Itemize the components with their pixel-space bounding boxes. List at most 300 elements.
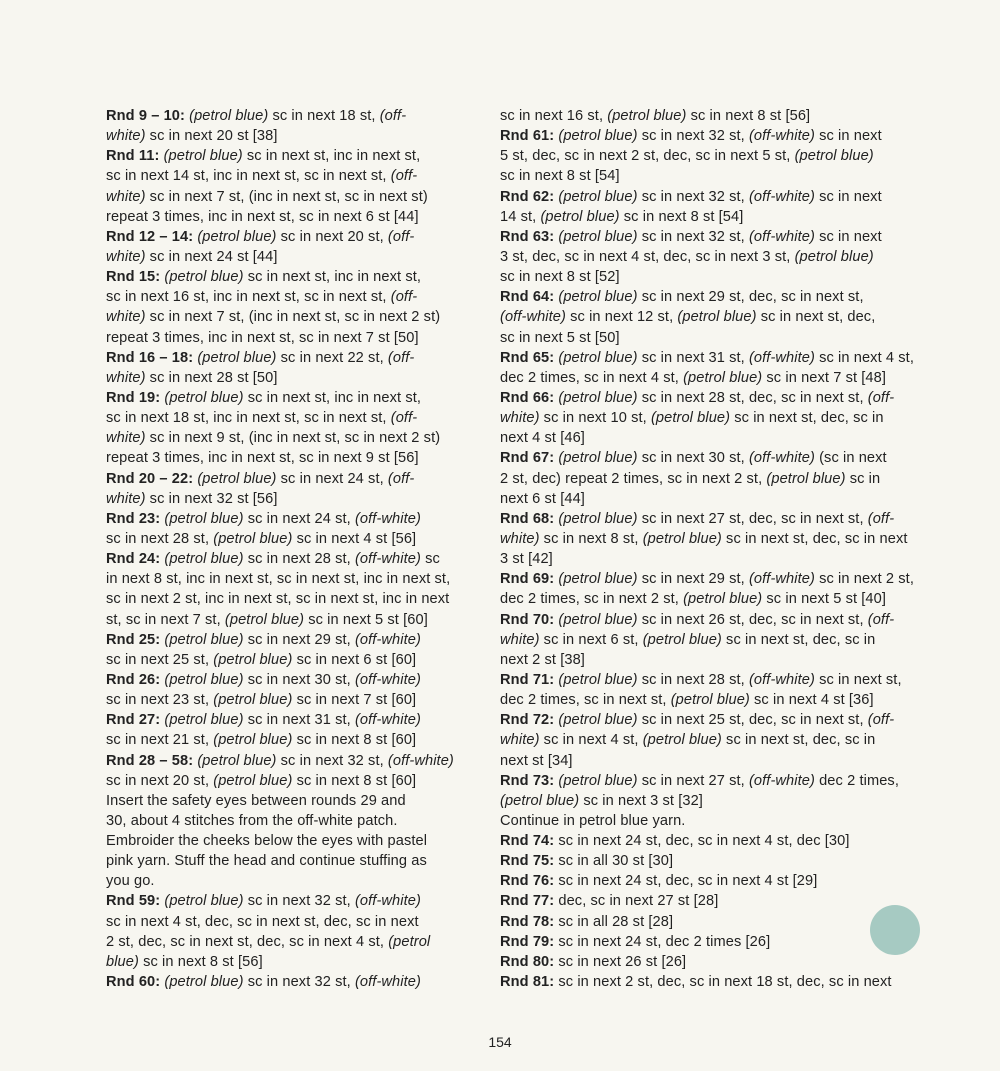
instruction-text: dec 2 times, sc in next st, [500, 692, 671, 709]
color-note: (petrol blue) [558, 349, 638, 366]
instruction-text: 3 st, dec, sc in next 4 st, dec, sc in next 3 st, [500, 248, 795, 265]
text-line [500, 227, 950, 247]
instruction-text: repeat 3 times, inc in next st, sc in next 9 st [56] [106, 450, 419, 467]
instruction-text: sc in next 28 st, [637, 671, 749, 688]
instruction-text: 5 st, dec, sc in next 2 st, dec, sc in next 5 st, [500, 148, 795, 165]
round-label: Rnd 26: [106, 671, 165, 688]
color-note: (petrol blue) [677, 309, 757, 326]
color-note: (off-white) [748, 571, 815, 588]
color-note: white) [106, 248, 146, 265]
instruction-text: sc in next 28 st, [243, 551, 355, 568]
color-note: (off-white) [748, 228, 815, 245]
text-line [500, 791, 950, 811]
color-note: white) [106, 188, 146, 205]
color-note: (off-white) [354, 551, 421, 568]
round-label: Rnd 71: [500, 671, 559, 688]
text-line [500, 650, 950, 670]
color-note: (petrol blue) [540, 208, 620, 225]
instruction-text: sc in next 26 st [26] [558, 953, 687, 970]
round-label: Rnd 65: [500, 349, 559, 366]
instruction-text: 3 st [42] [500, 551, 553, 568]
color-note: white) [106, 490, 146, 507]
instruction-text: sc in all 30 st [30] [558, 853, 674, 870]
text-line [500, 166, 950, 186]
text-line [500, 106, 950, 126]
color-note: (off-white) [354, 712, 421, 729]
color-note: (petrol blue) [197, 349, 277, 366]
color-note: (petrol blue) [164, 269, 244, 286]
round-label: Rnd 75: [500, 853, 559, 870]
instruction-text: sc in next 4 st, [539, 732, 643, 749]
text-line [106, 569, 486, 589]
round-label: Rnd 23: [106, 510, 165, 527]
text-line [106, 146, 486, 166]
color-note: (off- [387, 228, 415, 245]
text-line [500, 811, 950, 831]
instruction-text: sc in next st, dec, sc in [721, 631, 876, 648]
text-line [500, 952, 950, 972]
instruction-text: sc in next [814, 188, 882, 205]
text-line [106, 166, 486, 186]
color-note: (petrol blue) [164, 893, 244, 910]
text-line [500, 972, 950, 992]
color-note: (off-white) [354, 974, 421, 991]
text-line [106, 771, 486, 791]
color-note: (petrol blue) [558, 611, 638, 628]
color-note: (petrol blue) [558, 510, 638, 527]
color-note: (off- [867, 510, 895, 527]
instruction-text: sc in next 23 st, [106, 692, 214, 709]
instruction-text: sc in next 25 st, [106, 651, 214, 668]
text-line [106, 952, 486, 972]
text-line [106, 428, 486, 448]
color-note: (off- [867, 712, 895, 729]
color-note: (off- [387, 349, 415, 366]
round-label: Rnd 60: [106, 974, 165, 991]
instruction-text: sc in next 29 st, dec, sc in next st, [637, 289, 864, 306]
instruction-text: sc in next 32 st, [637, 188, 749, 205]
color-note: white) [500, 631, 540, 648]
text-line [500, 247, 950, 267]
color-note: (petrol blue) [558, 389, 638, 406]
instruction-text: sc in next st, inc in next st, [243, 389, 422, 406]
text-line [500, 187, 950, 207]
color-note: (petrol blue) [213, 530, 293, 547]
round-label: Rnd 80: [500, 953, 559, 970]
instruction-text: sc in next 5 st [60] [304, 611, 428, 628]
text-line [500, 368, 950, 388]
text-line [106, 549, 486, 569]
instruction-text: sc in next 29 st, [243, 631, 355, 648]
instruction-text: sc in next 6 st [60] [292, 651, 417, 668]
instruction-text: sc in next st, dec, [756, 309, 876, 326]
instruction-text: sc in next 8 st [60] [292, 772, 417, 789]
text-line [106, 791, 486, 811]
instruction-text: sc in next st, dec, sc in [730, 410, 884, 427]
text-line [106, 751, 486, 771]
instruction-text: sc in next 2 st, dec, sc in next 18 st, dec, sc in next [558, 974, 892, 991]
color-note: (off-white) [748, 349, 815, 366]
color-note: (off-white) [748, 128, 815, 145]
instruction-text: sc in next st, dec, sc in [721, 732, 876, 749]
instruction-text: sc in next 16 st, inc in next st, sc in next st, [106, 289, 391, 306]
instruction-text: sc in [845, 470, 881, 487]
instruction-text: sc in next st, dec, sc in next [721, 530, 908, 547]
instruction-text: sc in next 21 st, [106, 732, 214, 749]
page-number: 154 [488, 1034, 512, 1050]
instruction-text: dec 2 times, [814, 772, 899, 789]
round-label: Rnd 74: [500, 833, 559, 850]
round-label: Rnd 9 – 10: [106, 108, 190, 124]
left-column [106, 106, 486, 992]
round-label: Rnd 79: [500, 933, 559, 950]
text-line [500, 751, 950, 771]
color-note: white) [500, 732, 540, 749]
color-note: (off-white) [354, 631, 421, 648]
round-label: Rnd 64: [500, 289, 559, 306]
text-line [106, 529, 486, 549]
text-line [500, 851, 950, 871]
instruction-text: sc in next 2 st, [814, 571, 914, 588]
text-line [500, 428, 950, 448]
instruction-text: 14 st, [500, 208, 541, 225]
decorative-circle [870, 905, 920, 955]
text-line [106, 307, 486, 327]
round-label: Rnd 59: [106, 893, 165, 910]
color-note: (petrol blue) [558, 450, 638, 467]
color-note: (petrol blue) [794, 148, 874, 165]
instruction-text: sc in next 32 st, [637, 128, 749, 145]
instruction-text: sc in next 8 st [56] [686, 108, 811, 124]
instruction-text: you go. [106, 873, 155, 890]
text-line [106, 610, 486, 630]
instruction-text: sc in next 12 st, [565, 309, 678, 326]
text-line [106, 227, 486, 247]
round-label: Rnd 63: [500, 228, 559, 245]
instruction-text: sc in next 28 st, dec, sc in next st, [637, 389, 868, 406]
instruction-text: sc in next 31 st, [243, 712, 355, 729]
instruction-text: sc in next 30 st, [637, 450, 749, 467]
instruction-text: sc in next 7 st, (inc in next st, sc in next 2 st) [145, 309, 441, 326]
instruction-text: sc in next 22 st, [276, 349, 388, 366]
color-note: (petrol blue) [213, 772, 293, 789]
instruction-text: sc in next 16 st, [500, 108, 608, 124]
instruction-text: st, sc in next 7 st, [106, 611, 225, 628]
text-line [500, 489, 950, 509]
round-label: Rnd 73: [500, 772, 559, 789]
color-note: (petrol blue) [558, 671, 638, 688]
instruction-text: sc in next 18 st, inc in next st, sc in next st, [106, 410, 391, 427]
color-note: (petrol blue) [164, 712, 244, 729]
instruction-text: Continue in petrol blue yarn. [500, 812, 686, 829]
instruction-text: sc in next 24 st, [243, 510, 355, 527]
instruction-text: dec 2 times, sc in next 2 st, [500, 591, 684, 608]
text-line [106, 287, 486, 307]
text-line [106, 690, 486, 710]
color-note: (petrol blue) [197, 752, 277, 769]
text-line [500, 690, 950, 710]
round-label: Rnd 19: [106, 389, 165, 406]
instruction-text: next 6 st [44] [500, 490, 585, 507]
text-line [500, 307, 950, 327]
color-note: (petrol blue) [683, 591, 763, 608]
text-line [500, 469, 950, 489]
color-note: (off- [867, 611, 895, 628]
instruction-text: sc in next st, [814, 671, 902, 688]
color-note: (petrol blue) [164, 389, 244, 406]
text-line [500, 126, 950, 146]
text-line [500, 730, 950, 750]
text-line [106, 630, 486, 650]
round-label: Rnd 72: [500, 712, 559, 729]
round-label: Rnd 20 – 22: [106, 470, 198, 487]
instruction-text: sc in next 24 st [44] [145, 248, 278, 265]
text-line [106, 710, 486, 730]
text-line [106, 730, 486, 750]
text-line [106, 448, 486, 468]
instruction-text: sc in next 27 st, [637, 772, 749, 789]
round-label: Rnd 70: [500, 611, 559, 628]
color-note: (petrol blue) [558, 712, 638, 729]
color-note: (off- [867, 389, 895, 406]
color-note: (petrol [388, 933, 431, 950]
instruction-text: sc in next 18 st, [268, 108, 380, 124]
color-note: (petrol blue) [224, 611, 305, 628]
round-label: Rnd 62: [500, 188, 559, 205]
instruction-text: sc in next 32 st, [637, 228, 749, 245]
round-label: Rnd 15: [106, 269, 165, 286]
instruction-text: sc in next [814, 128, 882, 145]
round-label: Rnd 24: [106, 551, 165, 568]
color-note: (petrol blue) [213, 692, 293, 709]
color-note: (off-white) [354, 893, 421, 910]
text-line [500, 549, 950, 569]
text-line [106, 811, 486, 831]
instruction-text: sc in next 24 st, dec, sc in next 4 st, dec [30] [558, 833, 850, 850]
instruction-text: sc in next 4 st, dec, sc in next st, dec, sc in next [106, 913, 419, 930]
instruction-text: sc in next 31 st, [637, 349, 749, 366]
instruction-text: sc in next 14 st, inc in next st, sc in next st, [106, 168, 391, 185]
instruction-text: sc in next 28 st, [106, 530, 214, 547]
text-line [106, 650, 486, 670]
color-note: white) [106, 430, 146, 447]
color-note: (off-white) [748, 450, 815, 467]
color-note: (petrol blue) [189, 108, 269, 124]
instruction-text: next 4 st [46] [500, 430, 585, 447]
round-label: Rnd 77: [500, 893, 559, 910]
text-line [106, 368, 486, 388]
instruction-text: sc in next 6 st, [539, 631, 643, 648]
instruction-text: Insert the safety eyes between rounds 29 and [106, 792, 406, 809]
round-label: Rnd 78: [500, 913, 559, 930]
color-note: (petrol blue) [164, 510, 244, 527]
instruction-text: sc in next 25 st, dec, sc in next st, [637, 712, 868, 729]
color-note: (petrol blue) [683, 369, 763, 386]
instruction-text: sc in next 8 st [54] [500, 168, 620, 185]
text-line [500, 509, 950, 529]
color-note: (petrol blue) [558, 289, 638, 306]
color-note: (petrol blue) [164, 551, 244, 568]
text-line [106, 106, 486, 126]
color-note: (petrol blue) [642, 631, 722, 648]
text-line [500, 287, 950, 307]
instruction-text: sc in next 4 st, [814, 349, 914, 366]
color-note: (off- [390, 168, 418, 185]
instruction-text: sc in next 32 st [56] [145, 490, 278, 507]
instruction-text: sc in next 7 st [48] [762, 369, 887, 386]
instruction-text: sc in next 20 st, [106, 772, 214, 789]
color-note: (petrol blue) [642, 530, 722, 547]
text-line [500, 710, 950, 730]
instruction-text: sc in next 30 st, [243, 671, 355, 688]
instruction-text: sc in next 32 st, [243, 974, 355, 991]
text-line [106, 589, 486, 609]
instruction-text: sc in next 8 st [60] [292, 732, 417, 749]
instruction-text: in next 8 st, inc in next st, sc in next st, inc in next st, [106, 571, 451, 588]
instruction-text: (sc in next [814, 450, 887, 467]
instruction-text: sc in next 4 st [56] [292, 530, 417, 547]
instruction-text: sc in next 2 st, inc in next st, sc in next st, inc in next [106, 591, 450, 608]
round-label: Rnd 16 – 18: [106, 349, 198, 366]
text-line [106, 388, 486, 408]
instruction-text: pink yarn. Stuff the head and continue stuffing as [106, 853, 427, 870]
color-note: (petrol blue) [197, 228, 277, 245]
text-line [106, 831, 486, 851]
instruction-text: sc in next 4 st [36] [749, 692, 874, 709]
round-label: Rnd 11: [106, 148, 164, 165]
instruction-text: sc in next 7 st, (inc in next st, sc in next st) [145, 188, 428, 205]
text-line [106, 871, 486, 891]
instruction-text: sc [420, 551, 440, 568]
color-note: (off-white) [500, 309, 566, 326]
color-note: (petrol blue) [558, 772, 638, 789]
instruction-text: sc in next 7 st [60] [292, 692, 417, 709]
text-line [500, 348, 950, 368]
color-note: white) [106, 128, 146, 145]
instruction-text: sc in next 24 st, [276, 470, 388, 487]
color-note: (petrol blue) [650, 410, 731, 427]
color-note: (petrol blue) [558, 228, 638, 245]
instruction-text: sc in next 10 st, [539, 410, 651, 427]
instruction-text: sc in next 29 st, [637, 571, 749, 588]
round-label: Rnd 81: [500, 974, 559, 991]
text-line [106, 891, 486, 911]
instruction-text: Embroider the cheeks below the eyes with pastel [106, 833, 428, 850]
text-line [500, 670, 950, 690]
instruction-text: sc in next 28 st [50] [145, 369, 278, 386]
color-note: (petrol blue) [213, 732, 293, 749]
text-line [500, 267, 950, 287]
instruction-text: repeat 3 times, inc in next st, sc in next 6 st [44] [106, 208, 419, 225]
text-line [500, 771, 950, 791]
text-line [106, 851, 486, 871]
instruction-text: dec, sc in next 27 st [28] [558, 893, 719, 910]
instruction-text: sc in next 26 st, dec, sc in next st, [637, 611, 868, 628]
color-note: (petrol blue) [164, 631, 244, 648]
instruction-text: sc in next 8 st [52] [500, 269, 620, 286]
color-note: (petrol blue) [794, 248, 874, 265]
text-line [500, 328, 950, 348]
instruction-text: sc in next st, inc in next st, [242, 148, 421, 165]
round-label: Rnd 27: [106, 712, 165, 729]
color-note: white) [500, 530, 540, 547]
round-label: Rnd 12 – 14: [106, 228, 198, 245]
text-line [106, 670, 486, 690]
text-line [106, 348, 486, 368]
instruction-text: next 2 st [38] [500, 651, 585, 668]
instruction-text: sc in next 20 st [38] [145, 128, 278, 145]
instruction-text: repeat 3 times, inc in next st, sc in next 7 st [50] [106, 329, 419, 346]
round-label: Rnd 25: [106, 631, 165, 648]
instruction-text: sc in next 5 st [50] [500, 329, 620, 346]
color-note: (off-white) [748, 772, 815, 789]
color-note: white) [106, 309, 146, 326]
text-line [106, 328, 486, 348]
text-line [500, 388, 950, 408]
color-note: (off-white) [354, 671, 421, 688]
instruction-text: sc in next 3 st [32] [579, 792, 703, 809]
round-label: Rnd 76: [500, 873, 559, 890]
instruction-text: 2 st, dec) repeat 2 times, sc in next 2 st, [500, 470, 767, 487]
text-line [500, 589, 950, 609]
color-note: (petrol blue) [558, 128, 638, 145]
color-note: (off-white) [748, 671, 815, 688]
instruction-text: sc in next [814, 228, 882, 245]
color-note: (petrol blue) [164, 671, 244, 688]
text-line [106, 207, 486, 227]
color-note: (off-white) [354, 510, 421, 527]
round-label: Rnd 68: [500, 510, 559, 527]
instruction-text: sc in next 27 st, dec, sc in next st, [637, 510, 868, 527]
color-note: (off- [390, 410, 418, 427]
text-line [500, 871, 950, 891]
instruction-text: dec 2 times, sc in next 4 st, [500, 369, 684, 386]
color-note: (petrol blue) [670, 692, 750, 709]
color-note: (off- [387, 470, 415, 487]
text-line [106, 187, 486, 207]
text-line [500, 569, 950, 589]
text-line [106, 932, 486, 952]
round-label: Rnd 61: [500, 128, 559, 145]
round-label: Rnd 67: [500, 450, 559, 467]
instruction-text: sc in next 5 st [40] [762, 591, 887, 608]
instruction-text: sc in next 32 st, [243, 893, 355, 910]
color-note: (petrol blue) [500, 792, 580, 809]
instruction-text: sc in next 8 st [54] [619, 208, 744, 225]
instruction-text: sc in next 32 st, [276, 752, 388, 769]
color-note: (off-white) [387, 752, 454, 769]
text-line [500, 408, 950, 428]
instruction-text: sc in next 20 st, [276, 228, 388, 245]
round-label: Rnd 69: [500, 571, 559, 588]
color-note: (petrol blue) [558, 571, 638, 588]
text-line [106, 972, 486, 992]
instruction-text: sc in next 24 st, dec 2 times [26] [558, 933, 771, 950]
color-note: (petrol blue) [163, 148, 243, 165]
text-line [500, 146, 950, 166]
text-line [106, 489, 486, 509]
color-note: (petrol blue) [197, 470, 277, 487]
instruction-text: next st [34] [500, 752, 573, 769]
color-note: (off- [390, 289, 418, 306]
instruction-text: 30, about 4 stitches from the off-white patch. [106, 812, 398, 829]
text-line [106, 126, 486, 146]
text-line [500, 831, 950, 851]
color-note: (petrol blue) [607, 108, 687, 124]
color-note: white) [106, 369, 146, 386]
color-note: (petrol blue) [558, 188, 638, 205]
text-line [500, 448, 950, 468]
